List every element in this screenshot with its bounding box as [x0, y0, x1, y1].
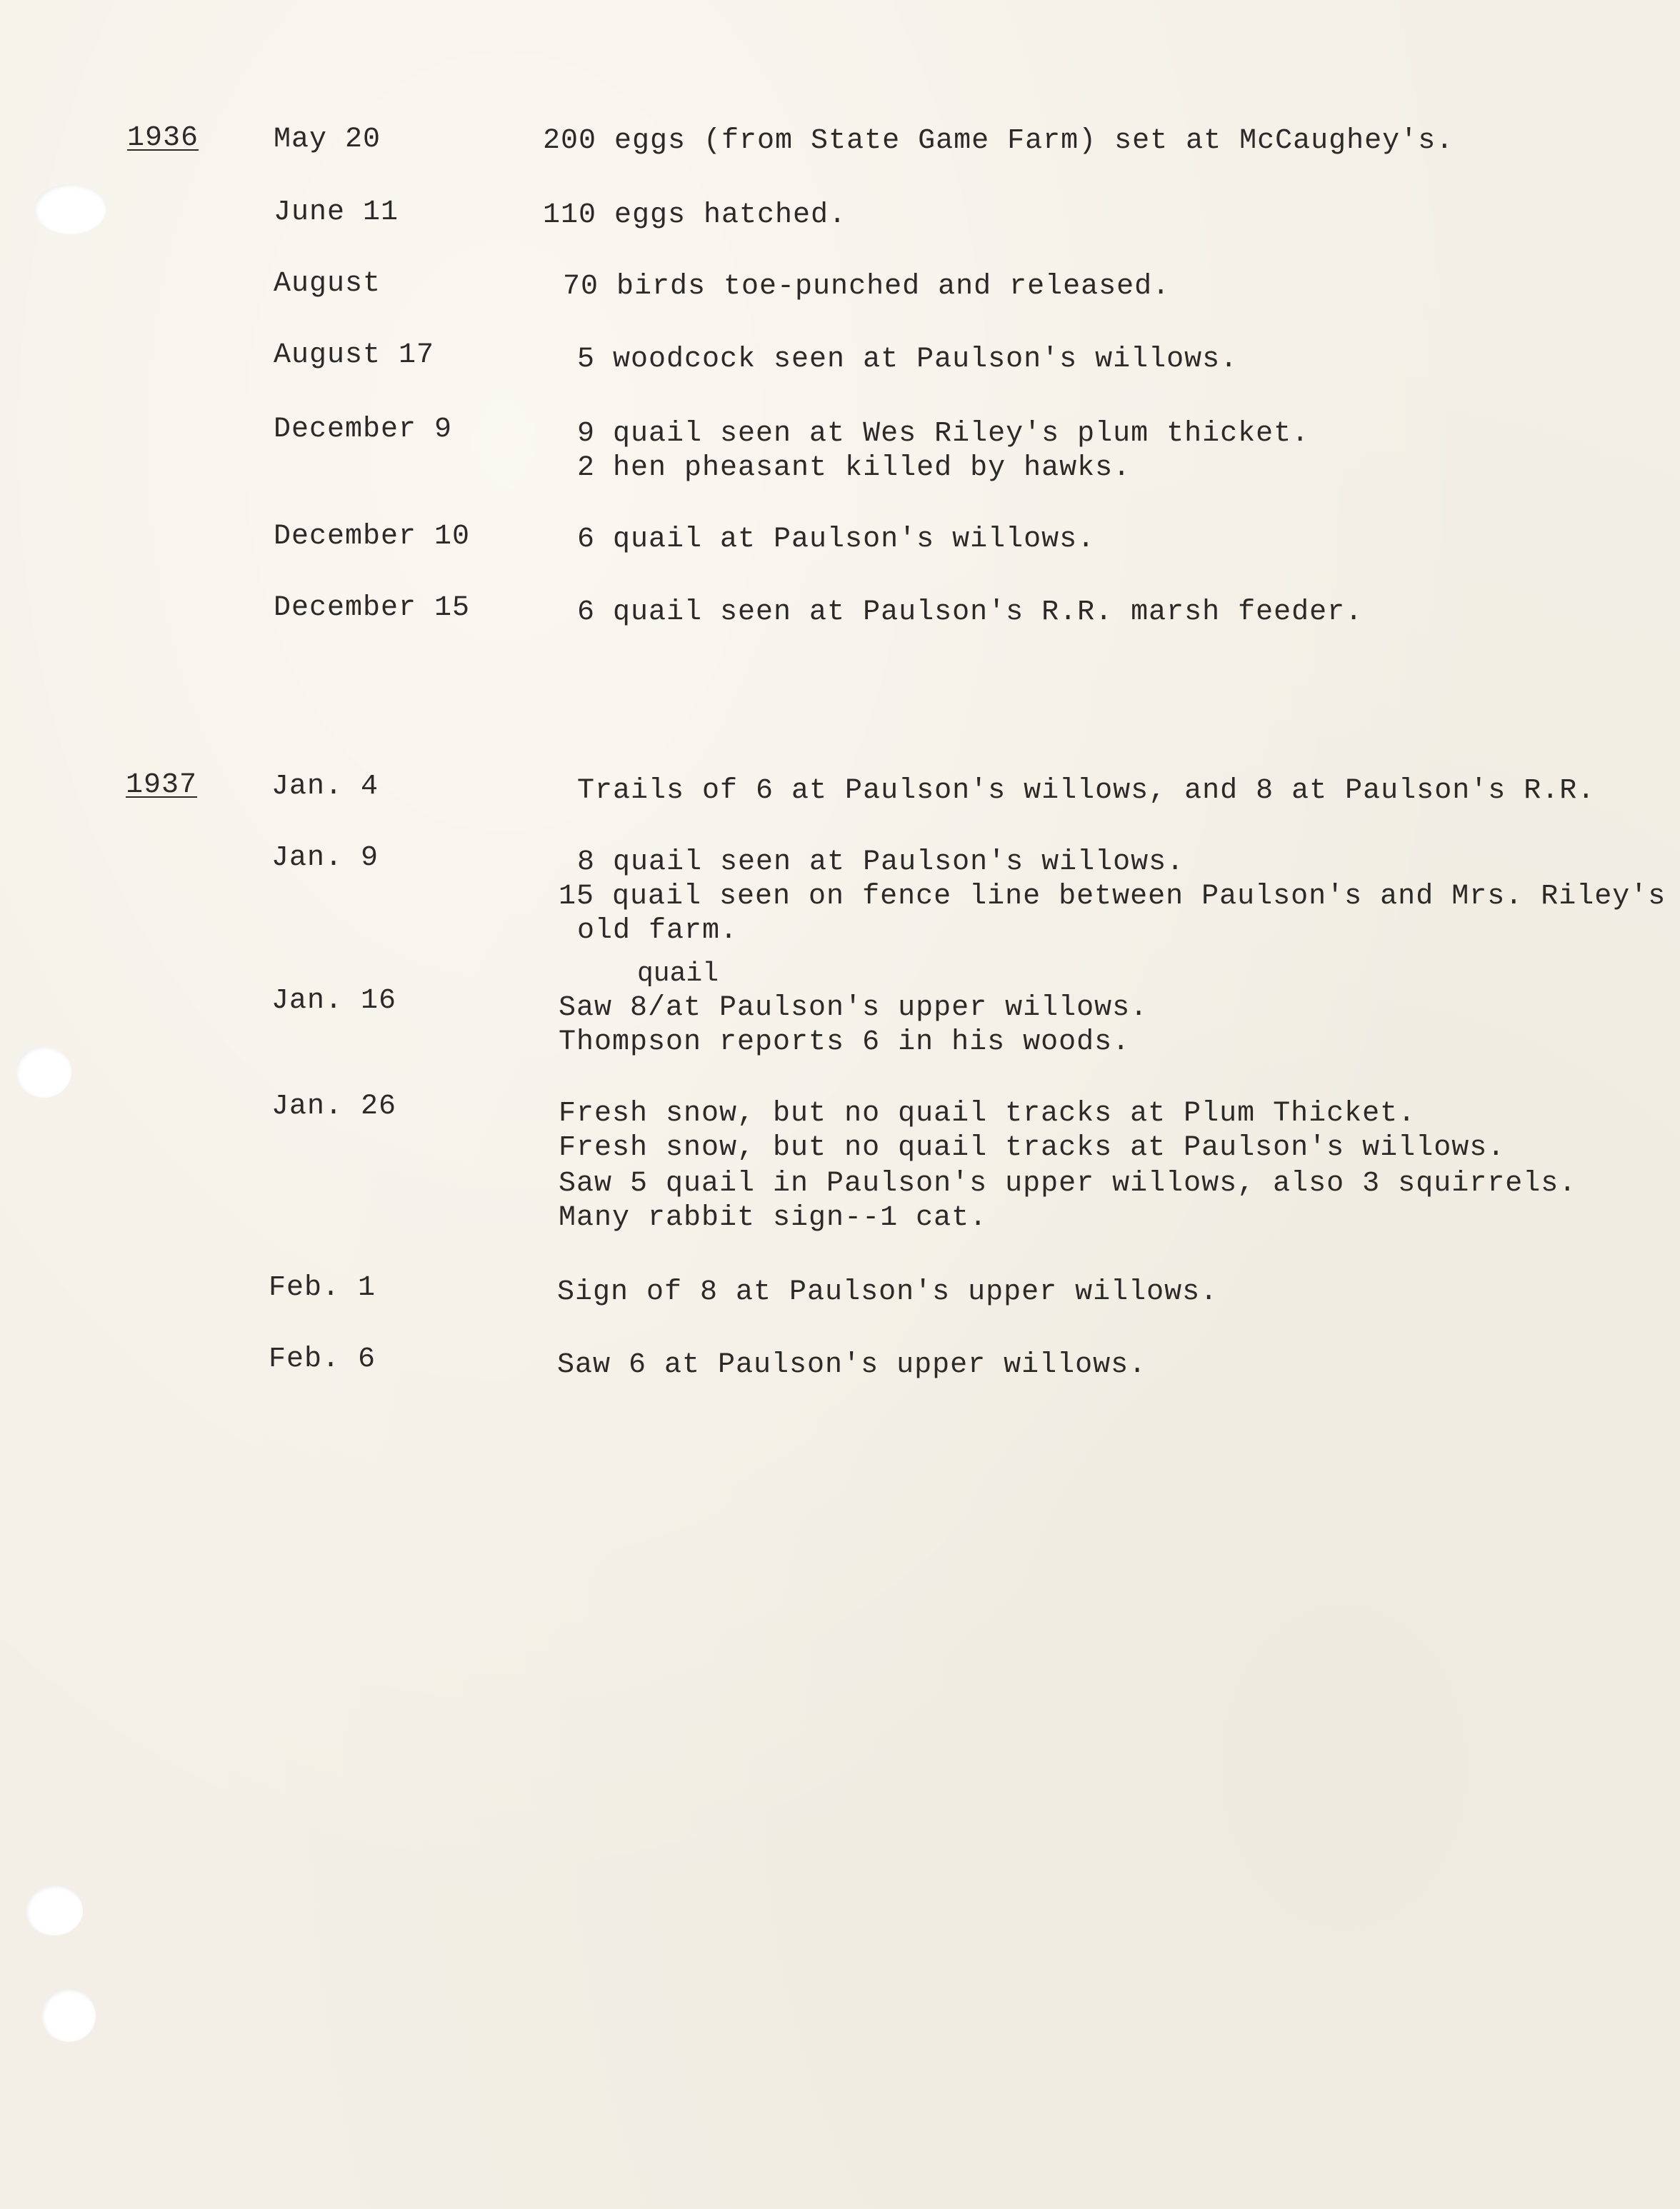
- entry-date: June 11: [274, 196, 399, 229]
- punch-hole-3: [26, 1885, 83, 1935]
- entry-text: Saw 5 quail in Paulson's upper willows, also 3 squirrels.: [559, 1168, 1577, 1200]
- entry-text: Sign of 8 at Paulson's upper willows.: [557, 1276, 1219, 1308]
- entry-date: December 10: [274, 521, 471, 553]
- entry-date: Jan. 26: [271, 1091, 397, 1123]
- entry-text: 200 eggs (from State Game Farm) set at McCaughey's.: [543, 125, 1454, 157]
- entry-text: 9 quail seen at Wes Riley's plum thicket.: [577, 418, 1310, 450]
- punch-hole-4: [41, 1989, 96, 2042]
- entry-text: 5 woodcock seen at Paulson's willows.: [577, 344, 1239, 376]
- entry-date: December 9: [274, 414, 453, 446]
- handwritten-insert: quail: [637, 958, 719, 989]
- entry-text: Fresh snow, but no quail tracks at Plum Thicket.: [559, 1098, 1416, 1130]
- entry-text: 6 quail at Paulson's willows.: [577, 524, 1096, 556]
- entry-date: August: [274, 268, 381, 300]
- entry-date: August 17: [274, 339, 435, 371]
- entry-text: old farm.: [577, 915, 739, 947]
- entry-text: Saw 6 at Paulson's upper willows.: [557, 1349, 1147, 1381]
- entry-text: 15 quail seen on fence line between Paulson's and Mrs. Riley's: [559, 881, 1666, 913]
- entry-text: 6 quail seen at Paulson's R.R. marsh feeder.: [577, 596, 1364, 628]
- entry-date: Jan. 16: [271, 985, 397, 1017]
- punch-hole-1: [34, 184, 106, 234]
- entry-text: 70 birds toe-punched and released.: [563, 271, 1171, 303]
- entry-date: Feb. 6: [269, 1343, 376, 1376]
- entry-date: Feb. 1: [269, 1272, 376, 1304]
- entry-date: May 20: [274, 124, 381, 156]
- entry-text: Thompson reports 6 in his woods.: [559, 1026, 1131, 1058]
- entry-date: Jan. 4: [271, 771, 379, 803]
- entry-date: Jan. 9: [271, 842, 379, 874]
- entry-text: 2 hen pheasant killed by hawks.: [577, 452, 1131, 484]
- entry-text: Trails of 6 at Paulson's willows, and 8 at Paulson's R.R.: [577, 775, 1596, 807]
- entry-text: Saw 8/at Paulson's upper willows.: [559, 992, 1149, 1024]
- punch-hole-2: [16, 1046, 71, 1098]
- entry-text: 8 quail seen at Paulson's willows.: [577, 846, 1185, 878]
- entry-text: 110 eggs hatched.: [543, 199, 847, 231]
- entry-text: Fresh snow, but no quail tracks at Paulson's willows.: [559, 1132, 1506, 1164]
- entry-text: Many rabbit sign--1 cat.: [559, 1202, 988, 1234]
- entry-date: December 15: [274, 592, 471, 624]
- year-label-1936: 1936: [127, 122, 199, 154]
- year-label-1937: 1937: [126, 769, 198, 801]
